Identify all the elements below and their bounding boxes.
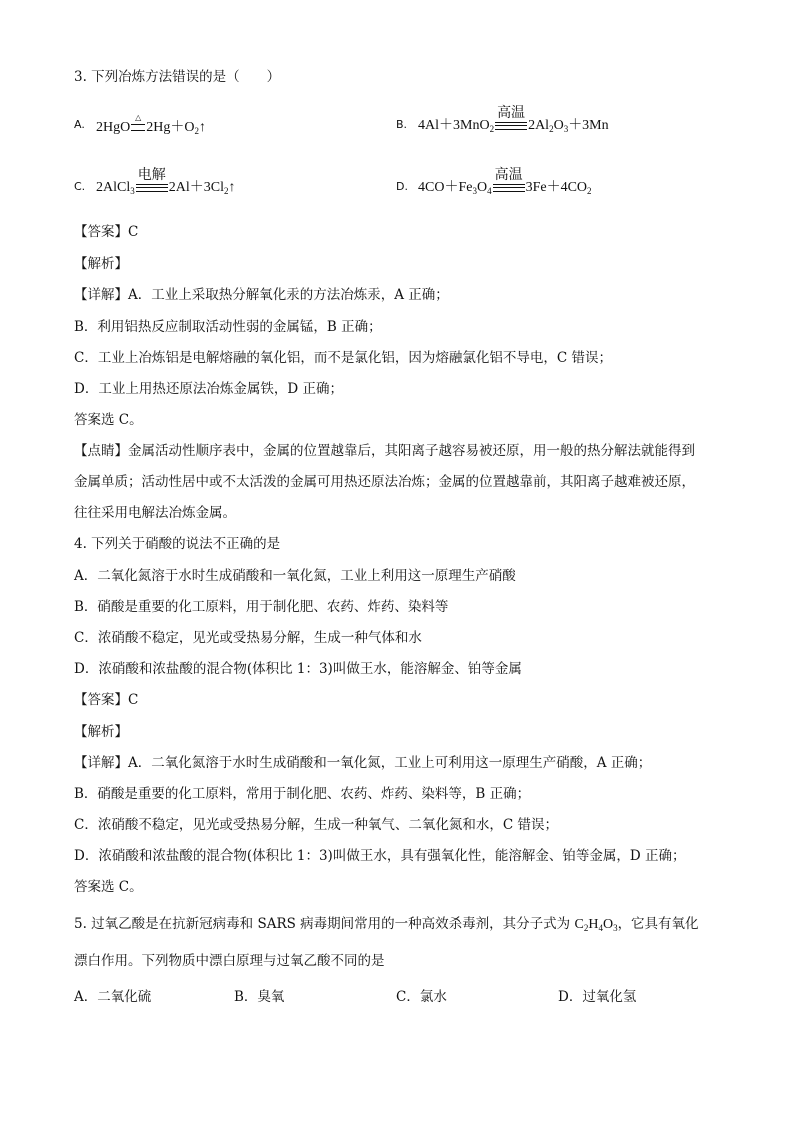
q3-c-rhs-sub: 2 bbox=[223, 186, 229, 196]
q3-d-condition bbox=[493, 167, 525, 196]
q4-answer: 【答案】C bbox=[74, 692, 139, 708]
q5-formula-c-sub: 2 bbox=[583, 923, 589, 933]
q4-option-b: B．硝酸是重要的化工原料，用于制化肥、农药、炸药、染料等 bbox=[74, 599, 449, 615]
gas-arrow-icon: ↑ bbox=[228, 180, 236, 195]
q3-tip-3: 往往采用电解法冶炼金属。 bbox=[74, 505, 236, 521]
q3-c-condition bbox=[136, 167, 168, 196]
q5-stem-tail: ，它具有氧化 bbox=[617, 916, 699, 932]
q5-stem-text: 5. 过氧乙酸是在抗新冠病毒和 SARS 病毒期间常用的一种高效杀毒剂，其分子式为 bbox=[74, 916, 575, 932]
q3-b-condition bbox=[495, 105, 527, 134]
equals-sign bbox=[131, 124, 145, 131]
q5-option-d: D．过氧化氢 bbox=[558, 989, 637, 1005]
q3-option-a-equation bbox=[96, 113, 206, 136]
q5-formula bbox=[574, 917, 617, 932]
q3-option-c-equation bbox=[96, 167, 236, 196]
q3-option-c-label: C. bbox=[74, 180, 86, 193]
q3-d-lhs-sub2: 4 bbox=[487, 186, 492, 196]
q3-c-lhs-sub: 3 bbox=[130, 186, 135, 196]
q3-a-rhs: 2Hg＋O bbox=[146, 120, 195, 135]
q3-a-condition bbox=[131, 113, 145, 136]
q4-detail-2: B．硝酸是重要的化工原料，常用于制化肥、农药、炸药、染料等，B 正确； bbox=[74, 786, 531, 802]
q3-b-rhs-1: 2Al bbox=[528, 118, 550, 133]
q5-formula-o: O bbox=[602, 917, 614, 932]
q3-c-condition-text: 电解 bbox=[137, 167, 166, 183]
q5-option-a: A．二氧化硫 bbox=[74, 989, 152, 1005]
q3-option-b-label: B. bbox=[396, 118, 408, 131]
q3-choose: 答案选 C。 bbox=[74, 412, 143, 428]
q5-option-c: C．氯水 bbox=[396, 989, 447, 1005]
q3-b-lhs-sub: 2 bbox=[489, 124, 495, 134]
q3-tip-2: 金属单质；活动性居中或不太活泼的金属可用热还原法冶炼；金属的位置越靠前，其阳离子越难被还原， bbox=[74, 474, 695, 490]
q4-detail-3: C．浓硝酸不稳定，见光或受热易分解，生成一种氧气、二氧化氮和水，C 错误； bbox=[74, 817, 558, 833]
gas-arrow-icon: ↑ bbox=[198, 120, 206, 135]
q3-b-rhs-2: O bbox=[553, 118, 564, 133]
q3-b-condition-text: 高温 bbox=[497, 105, 526, 121]
q3-b-rhs-3: ＋3Mn bbox=[568, 118, 609, 133]
q4-stem: 4. 下列关于硝酸的说法不正确的是 bbox=[74, 536, 281, 552]
q3-d-rhs-sub: 2 bbox=[587, 186, 592, 196]
q3-d-rhs: 3Fe＋4CO bbox=[525, 180, 588, 195]
q3-b-rhs-sub1: 2 bbox=[549, 124, 554, 134]
equals-sign bbox=[495, 122, 527, 130]
equals-sign bbox=[493, 184, 525, 192]
q3-d-lhs-2: O bbox=[476, 180, 488, 195]
q3-option-d-equation bbox=[418, 167, 592, 196]
q3-c-lhs: 2AlCl bbox=[96, 180, 131, 195]
q3-option-a-label: A. bbox=[74, 118, 85, 131]
q5-formula-c: C bbox=[574, 917, 584, 932]
equals-sign bbox=[136, 184, 168, 192]
q3-analysis-heading: 【解析】 bbox=[74, 256, 128, 272]
q3-answer: 【答案】C bbox=[74, 224, 139, 240]
q3-detail-4: D．工业上用热还原法冶炼金属铁，D 正确； bbox=[74, 381, 343, 397]
q3-tip-1: 【点睛】金属活动性顺序表中，金属的位置越靠后，其阳离子越容易被还原，用一般的热分解法就能得到 bbox=[74, 443, 695, 459]
q3-stem: 3. 下列冶炼方法错误的是（ ） bbox=[74, 69, 281, 85]
q3-detail-2: B．利用铝热反应制取活动性弱的金属锰，B 正确； bbox=[74, 319, 382, 335]
q3-d-lhs-sub1: 3 bbox=[472, 186, 477, 196]
q5-formula-h-sub: 4 bbox=[598, 923, 603, 933]
q4-option-d: D．浓硝酸和浓盐酸的混合物(体积比 1：3)叫做王水，能溶解金、铂等金属 bbox=[74, 661, 522, 677]
q3-d-condition-text: 高温 bbox=[494, 167, 523, 183]
q4-option-a: A．二氧化氮溶于水时生成硝酸和一氧化氮，工业上利用这一原理生产硝酸 bbox=[74, 568, 516, 584]
q4-analysis-heading: 【解析】 bbox=[74, 724, 128, 740]
q5-option-b: B．臭氧 bbox=[234, 989, 285, 1005]
q3-option-b-equation bbox=[418, 105, 609, 134]
q5-stem-line-2: 漂白作用。下列物质中漂白原理与过氧乙酸不同的是 bbox=[74, 953, 385, 969]
q4-detail-1: 【详解】A．二氧化氮溶于水时生成硝酸和一氧化氮，工业上可利用这一原理生产硝酸，A 正确； bbox=[74, 755, 652, 771]
q4-detail-4: D．浓硝酸和浓盐酸的混合物(体积比 1：3)叫做王水，具有强氧化性，能溶解金、铂等金属，D 正确； bbox=[74, 848, 686, 864]
q3-option-d-label: D. bbox=[396, 180, 408, 193]
q5-formula-h: H bbox=[588, 917, 599, 932]
q3-a-lhs: 2HgO bbox=[96, 120, 131, 135]
q3-b-rhs-sub2: 3 bbox=[563, 124, 569, 134]
q3-detail-3: C．工业上冶炼铝是电解熔融的氧化铝，而不是氯化铝，因为熔融氯化铝不导电，C 错误； bbox=[74, 350, 612, 366]
q3-d-lhs-1: 4CO＋Fe bbox=[418, 180, 473, 195]
q3-c-rhs: 2Al＋3Cl bbox=[168, 180, 224, 195]
q4-choose: 答案选 C。 bbox=[74, 879, 143, 895]
q3-b-lhs: 4Al＋3MnO bbox=[418, 118, 490, 133]
q4-option-c: C．浓硝酸不稳定，见光或受热易分解，生成一种气体和水 bbox=[74, 630, 422, 646]
q5-formula-o-sub: 3 bbox=[613, 923, 618, 933]
q5-stem-line-1 bbox=[74, 915, 699, 937]
q3-detail-1: 【详解】A．工业上采取热分解氧化汞的方法冶炼汞，A 正确； bbox=[74, 287, 449, 303]
q3-a-rhs-sub: 2 bbox=[194, 126, 199, 136]
heat-symbol: △ bbox=[135, 113, 142, 122]
